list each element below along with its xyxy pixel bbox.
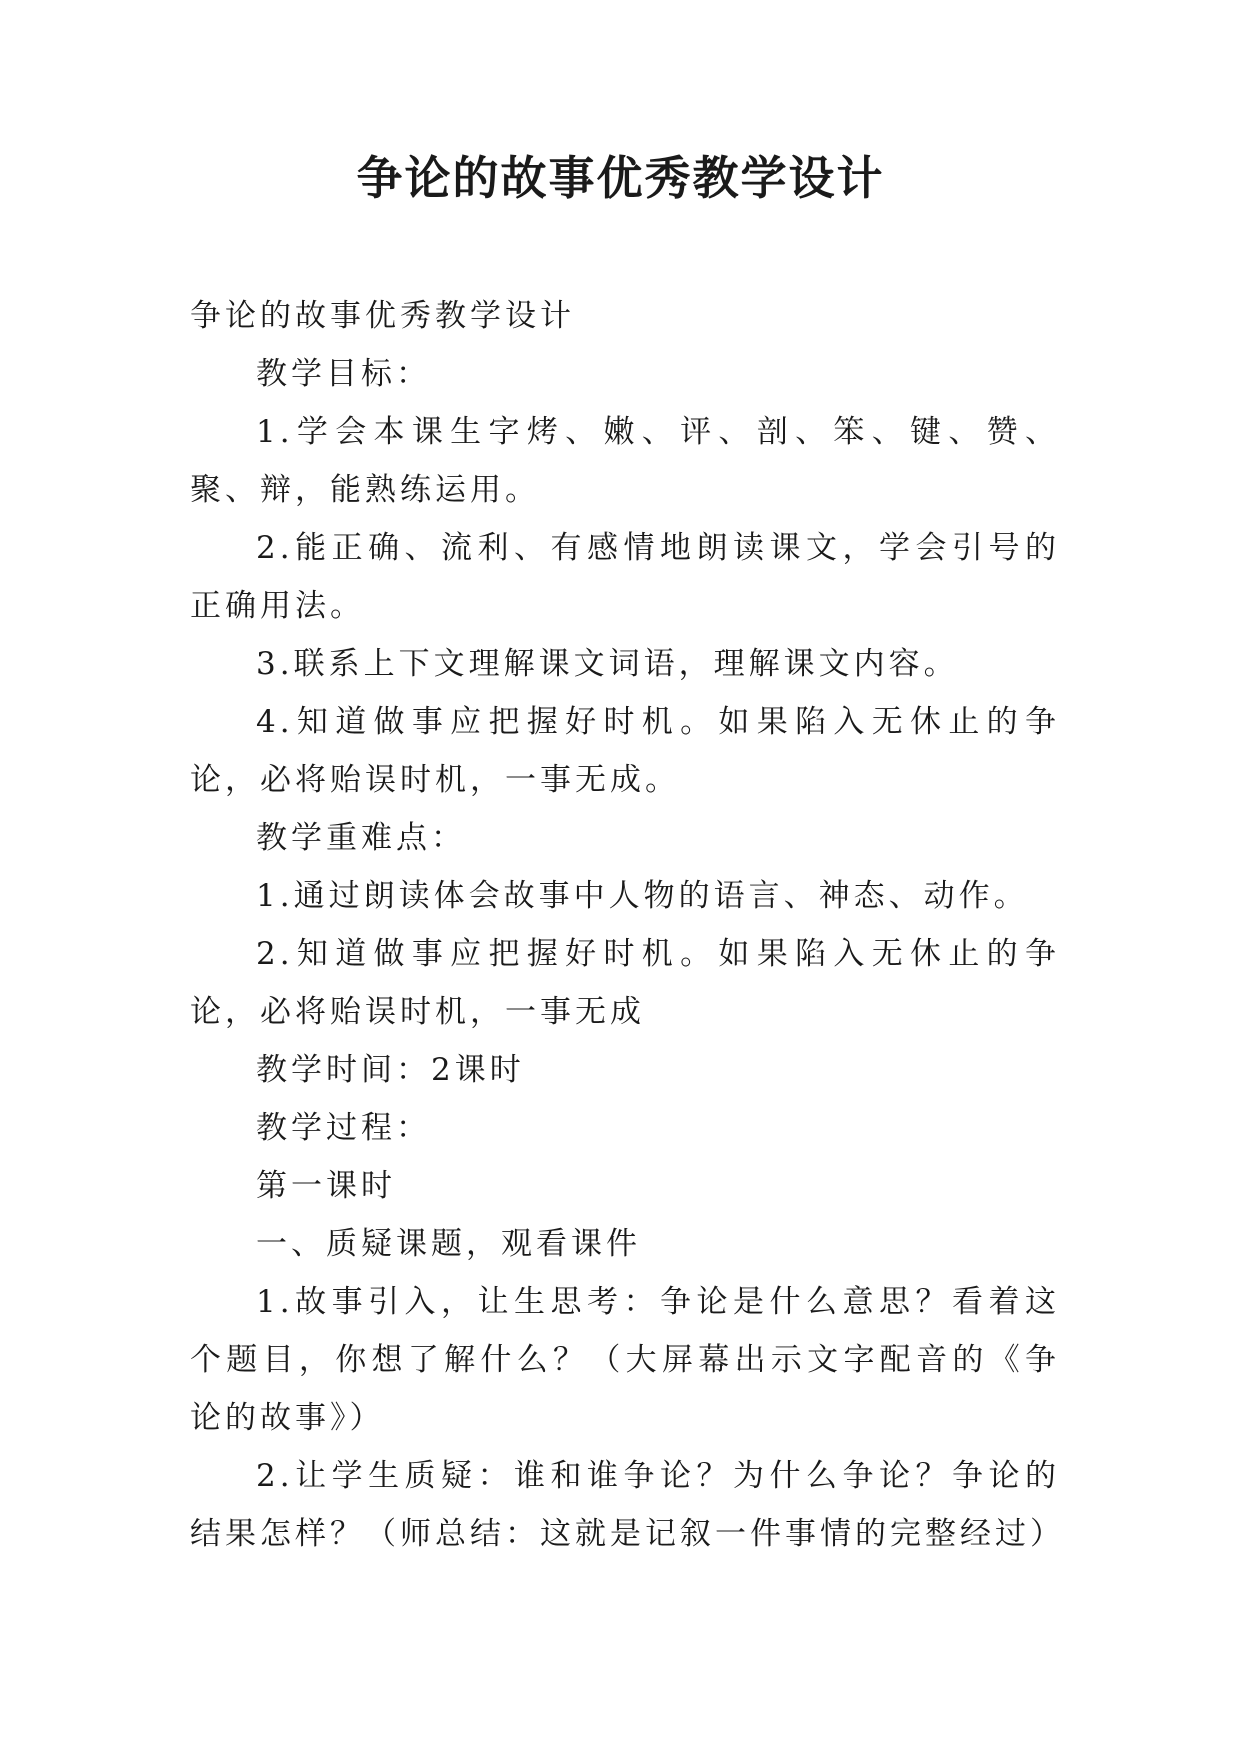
section-heading-objectives: 教学目标： xyxy=(256,356,431,392)
step-item: 2.让学生质疑：谁和谁争论？为什么争论？争论的结果怎样？（师总结：这就是记叙一件事情的完整经过） xyxy=(190,1458,1065,1552)
objective-item: 4.知道做事应把握好时机。如果陷入无休止的争论，必将贻误时机，一事无成。 xyxy=(190,704,1060,798)
step-heading: 一、质疑课题，观看课件 xyxy=(256,1226,641,1262)
section-heading-process: 教学过程： xyxy=(256,1110,431,1146)
objective-item: 2.能正确、流利、有感情地朗读课文，学会引号的正确用法。 xyxy=(190,530,1060,624)
body-subtitle: 争论的故事优秀教学设计 xyxy=(190,298,575,334)
objective-item: 3.联系上下文理解课文词语，理解课文内容。 xyxy=(256,646,959,682)
key-point-item: 1.通过朗读体会故事中人物的语言、神态、动作。 xyxy=(256,878,1029,914)
objective-item: 1.学会本课生字烤、嫩、评、剖、笨、键、赞、聚、辩，能熟练运用。 xyxy=(190,414,1060,508)
teaching-time: 教学时间：2课时 xyxy=(256,1052,525,1088)
lesson-heading: 第一课时 xyxy=(256,1168,396,1204)
document-body xyxy=(190,287,1065,1563)
section-heading-key-points: 教学重难点： xyxy=(256,820,466,856)
step-item: 1.故事引入，让生思考：争论是什么意思？看着这个题目，你想了解什么？（大屏幕出示文字配音的《争论的故事》） xyxy=(190,1284,1060,1436)
document-title: 争论的故事优秀教学设计 xyxy=(356,151,885,205)
key-point-item: 2.知道做事应把握好时机。如果陷入无休止的争论，必将贻误时机，一事无成 xyxy=(190,936,1060,1030)
